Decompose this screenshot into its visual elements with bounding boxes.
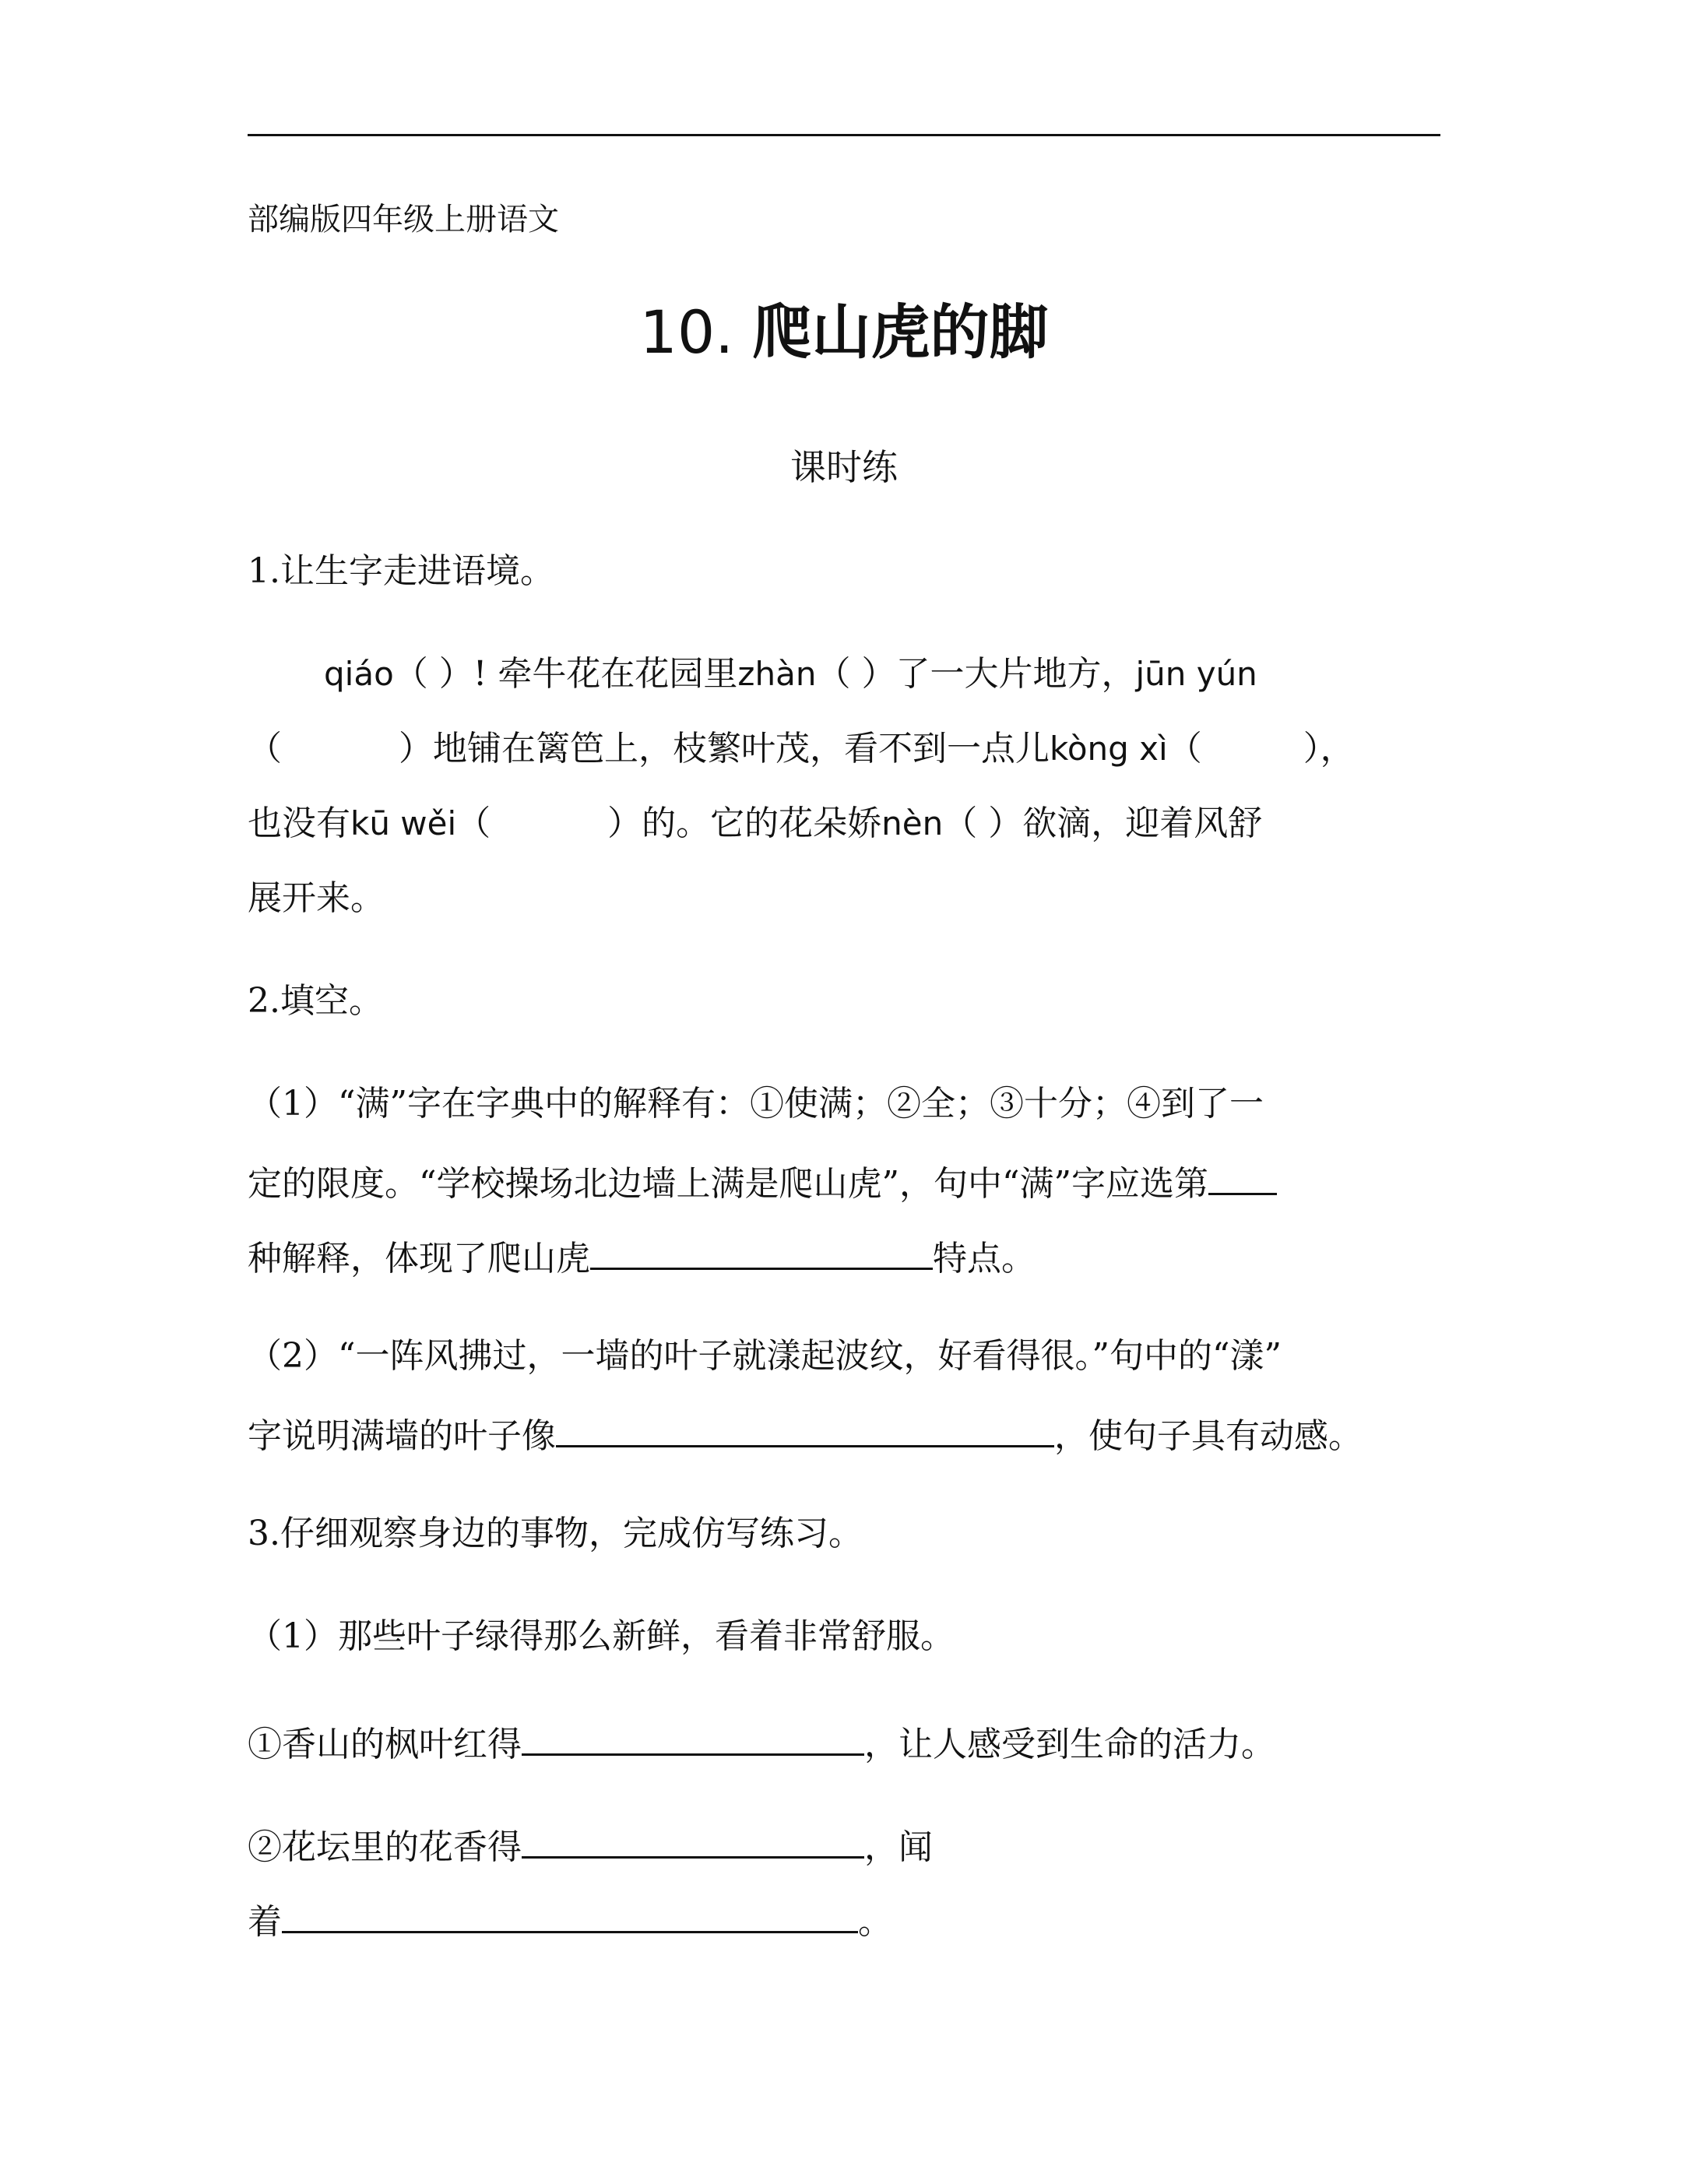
q1-text-7: （ ）欲滴，迎着风舒 [943,804,1263,843]
pinyin-kuwei: kū wěi [350,804,457,842]
q2-p2-text: 字说明满墙的叶子像 [248,1416,556,1456]
q3-text: 着 [248,1902,282,1942]
q1-text-6: ）的。它的花朵娇 [607,804,882,843]
q1-line-4: 展开来。 [248,878,385,918]
answer-blank[interactable] [522,1716,864,1756]
q2-p2-line-1: （2）“一阵风拂过，一墙的叶子就漾起波纹，好看得很。”句中的“漾” [248,1336,1282,1376]
q3-sentence-2 [248,1819,1440,1871]
pinyin-kongxi: kòng xì [1050,730,1168,768]
q2-p1-line-3 [248,1230,1440,1282]
q1-heading: 1.让生字走进语境。 [248,551,554,591]
q2-p1-text: 种解释，体现了爬山虎 [248,1239,590,1278]
worksheet-subtitle: 课时练 [790,446,898,488]
q2-p2-line-2 [248,1408,1440,1460]
q1-line-3 [248,800,1440,847]
lesson-number: 10. [639,297,734,367]
pinyin-junyun: jūn yún [1135,655,1257,693]
q3-text: ，让人感受到生命的活力。 [864,1725,1275,1764]
header-rule [248,134,1440,136]
lesson-title [0,297,1688,368]
q2-p2-text: ，使句子具有动感。 [1054,1416,1363,1456]
q1-line-2 [248,726,1440,772]
q2-p1-text: 特点。 [933,1239,1036,1278]
q1-text-4: ）， [1303,729,1355,768]
q3-text: ①香山的枫叶红得 [248,1725,522,1764]
lesson-name: 爬山虎的脚 [752,297,1049,367]
q1-line-1 [324,651,1440,698]
q3-example: （1）那些叶子绿得那么新鲜，看着非常舒服。 [248,1616,955,1656]
pinyin-nen: nèn [881,804,944,842]
answer-blank[interactable] [1208,1155,1277,1195]
answer-blank[interactable] [590,1230,933,1270]
q2-p1-text: 定的限度。“学校操场北边墙上满是爬山虎”，句中“满”字应选第 [248,1164,1208,1204]
q1-text-3: ）地铺在篱笆上，枝繁叶茂，看不到一点儿 [399,729,1050,768]
answer-blank[interactable] [522,1819,864,1859]
q2-p1-line-2 [248,1155,1440,1208]
q3-text: ②花坛里的花香得 [248,1827,522,1867]
q3-sentence-2-cont [248,1894,1440,1946]
paren-open: （ [1167,729,1202,768]
pinyin-zhan: zhàn [737,655,817,693]
q3-sentence-1 [248,1716,1440,1768]
q1-text-1: （ ）! 牵牛花在花园里 [393,654,738,694]
answer-blank[interactable] [282,1894,858,1933]
q3-text: ，闻 [864,1827,933,1867]
q2-heading: 2.填空。 [248,981,383,1021]
paren-open: （ [456,804,491,843]
q1-text-5: 也没有 [248,804,350,843]
q3-text: 。 [858,1902,892,1942]
answer-blank[interactable] [556,1408,1054,1447]
q2-p1-line-1: （1）“满”字在字典中的解释有：①使满；②全；③十分；④到了一 [248,1084,1264,1124]
pinyin-qiao: qiáo [324,655,394,693]
paren-open: （ [248,729,282,768]
q1-text-2: （ ）了一大片地方， [816,654,1136,694]
q3-heading: 3.仔细观察身边的事物，完成仿写练习。 [248,1514,863,1553]
subject-header: 部编版四年级上册语文 [248,202,559,237]
